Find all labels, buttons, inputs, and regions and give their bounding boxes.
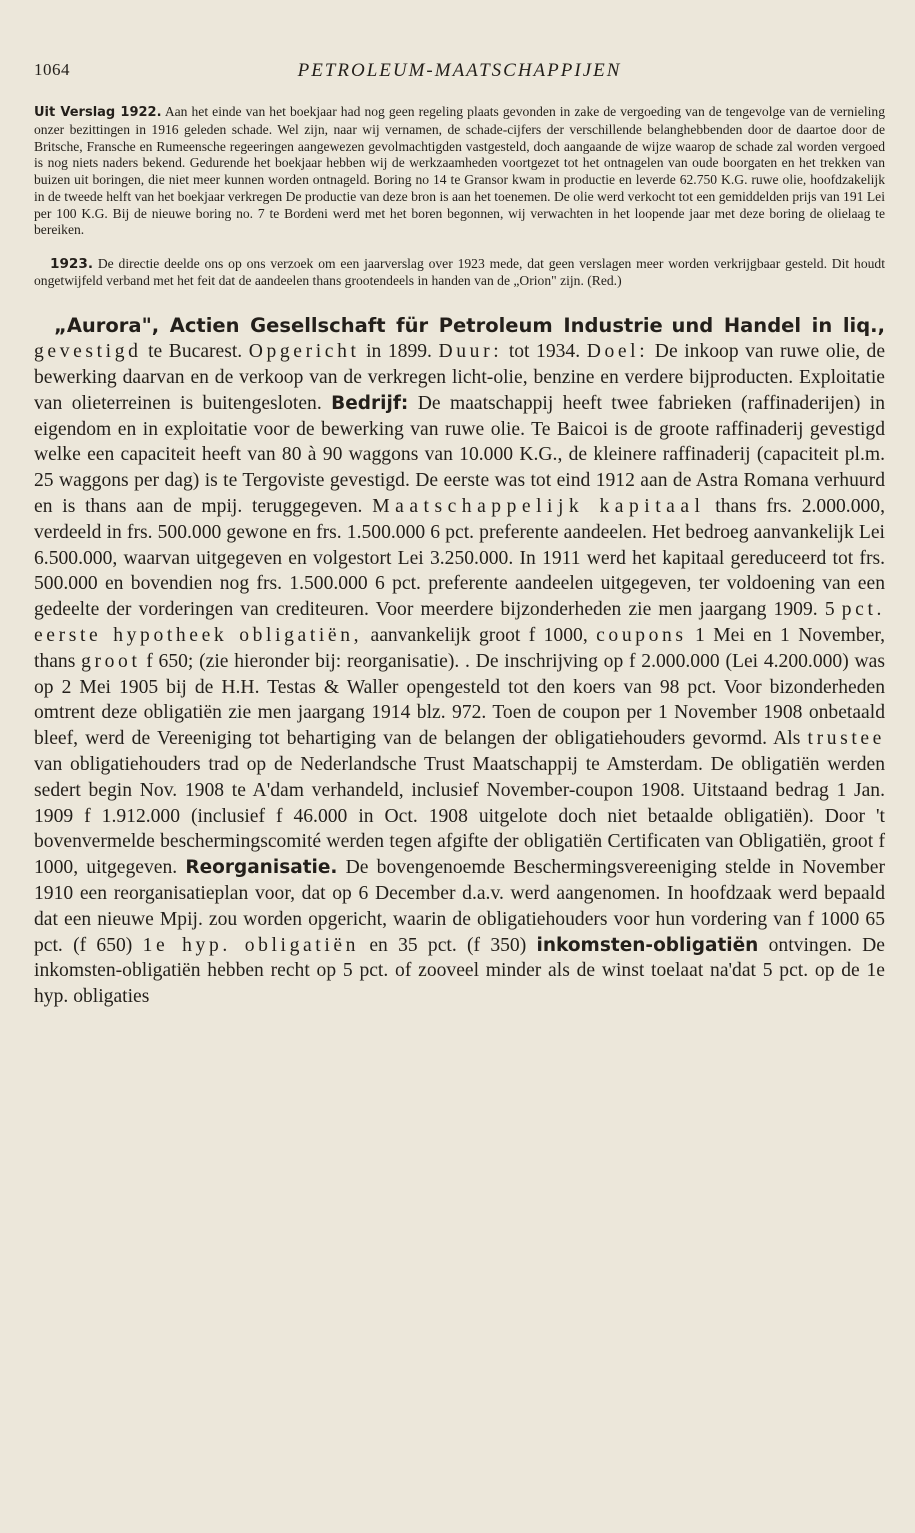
bond-label: pct. eerste hypotheek obligatiën, xyxy=(34,599,886,647)
bond-text-2: 1 Mei en 1 November, thans xyxy=(34,625,886,672)
reorganisation-text-3: ontvingen. De inkomsten-obligatiën hebben recht op 5 pct. of zooveel minder als de winst toelaat na'dat 5 pct. op de 1e hyp. obligaties xyxy=(34,934,885,1008)
reorganisation-text-1: De bovengenoemde Beschermingsvereeniging stelde in November 1910 een reorganisatieplan voor, dat op 6 December d.a.v. werd aangenomen. In hoofdzaak werd bepaald dat een nieuwe Mpij. zou worden opgericht, waarin de obligatiehouders voor hun vordering van f 1000 65 pct. (f 650) xyxy=(34,857,885,956)
company-name-continued: und Handel in liq., xyxy=(671,313,885,337)
bond-text-3: f 650; (zie hieronder bij: reorganisatie). . De inschrijving op f 2.000.000 (Lei 4.200.000) was op 2 Mei 1905 bij de H.H. Testas & Waller opengesteld tot den koers van 98 pct. Voor bizonderheden omtrent deze obligatiën zie men jaargang 1914 blz. 972. Toen de coupon per 1 November 1908 onbetaald bleef, werd de Vereeniging tot behartiging van de belangen der obligatiehouders gevormd. Als xyxy=(34,650,885,750)
company-name: „Aurora", Actien Gesellschaft für Petroleum Industrie xyxy=(54,313,663,337)
founded-text: in 1899. xyxy=(366,341,432,363)
duration-text: tot 1934. xyxy=(508,341,581,363)
report-1922-lead: Uit Verslag 1922. xyxy=(34,105,162,120)
bond-text-4: van obligatiehouders trad op de Nederlandsche Trust Maatschappij te Amsterdam. De obligatiën werden sedert begin Nov. 1908 te A'dam verhandeld, inclusief November-coupon 1908. Uitstaand bedrag 1 Jan. 1909 f 1.912.000 (inclusief f 46.000 in Oct. 1908 uitgelote doch niet betaalde obligatiën). Door 't bovenvermelde beschermingscomité werden tegen afgifte der obligatiën Certificaten van Obligatiën, groot f 1000, uitgegeven. xyxy=(34,754,885,879)
business-label: Bedrijf: xyxy=(331,392,409,414)
bond-prefix: 5 xyxy=(824,599,835,621)
report-1923-year: 1923. xyxy=(50,256,93,272)
page-number: 1064 xyxy=(34,60,70,79)
groot-label: groot xyxy=(81,650,141,672)
duration-label: Duur: xyxy=(438,341,503,363)
established-label: gevestigd xyxy=(34,341,142,363)
purpose-text: De inkoop van ruwe olie, de bewerking daarvan en de verkoop van de verkregen licht-olie, benzine en verdere bijproducten. Exploitatie van olieterreinen is buitengesloten. xyxy=(34,341,886,414)
established-place: te Bucarest. xyxy=(148,341,243,363)
reorganisation-text-2: en 35 pct. (f 350) xyxy=(369,934,527,956)
report-1922-text: Aan het einde van het boekjaar had nog geen regeling plaats gevonden in zake de vergoeding van de tengevolge van de vernieling onzer bezittingen in 1916 geleden schade. Wel zijn, naar wij vernamen, de schade-cijfers der verschillende belanghebbenden door de daartoe door de Britsche, Fransche en Rumeensche regeeringen aangewezen gevolmachtigden vastgesteld, doch aangaande de wijze waarop de schade zal worden vergoed is nog niets naders bekend. Gedurende het boekjaar hebben wij de werkzaamheden voortgezet tot het ontnagelen van oude boorgaten en het trekken van buizen uit boringen, die niet meer kunnen worden ontnageld. Boring no 14 te Gransor kwam in productie en leverde 62.750 K.G. ruwe olie, hoofdzakelijk in de tweede helft van het boekjaar verkregen De productie van deze bron is aan het toenemen. De olie werd verkocht tot een gemiddelden prijs van 191 Lei per 100 K.G. Bij de nieuwe boring no. 7 te Bordeni werd met het boren begonnen, wij verwachten in het loopende jaar met deze boring de olielaag te bereiken. xyxy=(34,104,885,238)
business-text: De maatschappij heeft twee fabrieken (raffinaderijen) in eigendom en in exploitatie voor de bewerking van ruwe olie. Te Baicoi is de groote raffinaderij gevestigd welke een capaciteit heeft van 80 à 90 waggons van 10.000 K.G., de kleinere raffinaderij (capaciteit pl.m. 25 waggons per dag) is te Tergoviste gevestigd. De eerste was tot eind 1912 aan de Astra Romana verhuurd en is thans aan de mpij. teruggegeven. xyxy=(34,392,885,518)
page-header xyxy=(34,0,885,104)
founded-label: Opgericht xyxy=(248,341,360,363)
bond-text-1: aanvankelijk groot f 1000, xyxy=(370,625,588,647)
purpose-label: Doel: xyxy=(586,341,649,363)
first-mortgage-label: 1e hyp. obligatiën xyxy=(142,934,360,956)
report-1923-text: De directie deelde ons op ons verzoek om een jaarverslag over 1923 mede, dat geen verslagen meer worden verkrijgbaar gesteld. Dit houdt ongetwijfeld verband met het feit dat de aandeelen thans grootendeels in handen van de „Orion" zijn. (Red.) xyxy=(34,256,885,288)
report-1922-paragraph xyxy=(34,104,885,239)
reorganisation-label: Reorganisatie. xyxy=(185,857,338,879)
capital-text: thans frs. 2.000.000, verdeeld in frs. 500.000 gewone en frs. 1.500.000 6 pct. preferente aandeelen. Het bedroeg aanvankelijk Lei 6.500.000, waarvan uitgegeven en volgestort Lei 3.250.000. In 1911 werd het kapitaal gereduceerd tot frs. 500.000 en bovendien nog frs. 1.500.000 6 pct. preferente aandeelen uitgegeven, ter voldoening van een gedeelte der vorderingen van crediteuren. Voor meerdere bijzonderheden zie men jaargang 1909. xyxy=(34,496,885,621)
company-entry xyxy=(34,313,885,1011)
capital-label: Maatschappelijk kapitaal xyxy=(372,496,706,518)
income-bonds-label: inkomsten-obligatiën xyxy=(536,934,759,956)
trustee-label: trustee xyxy=(807,728,885,750)
coupons-label: coupons xyxy=(596,625,687,647)
running-head: PETROLEUM-MAATSCHAPPIJEN xyxy=(297,60,622,81)
report-1923-paragraph xyxy=(34,256,885,290)
